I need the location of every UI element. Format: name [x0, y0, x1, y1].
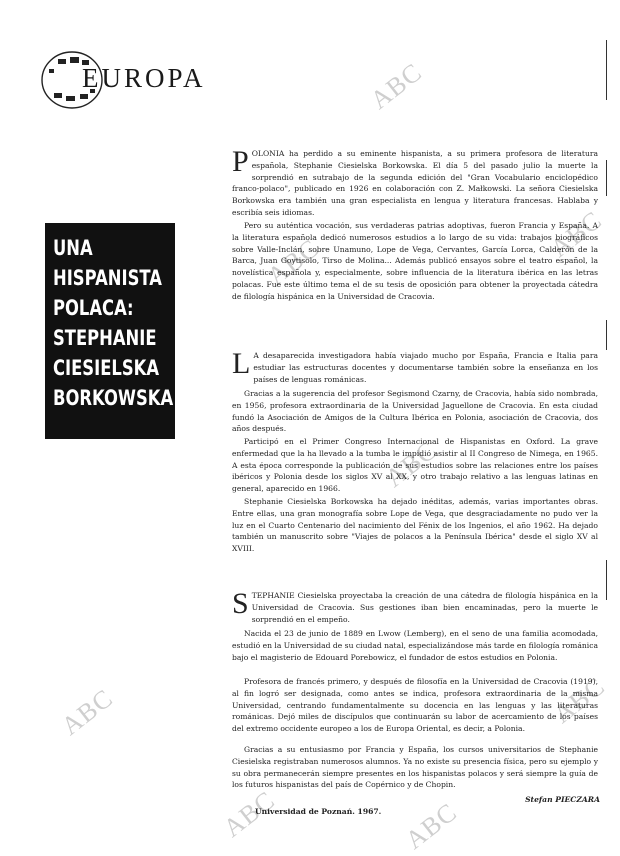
article-title-block: [45, 223, 175, 439]
watermark: ABC: [380, 435, 443, 493]
paragraph-text: Participó en el Primer Congreso Internacional de Hispanistas en Oxford. La grave enfermedad que la ha llevado a la tumba le impidió asistir al II Congreso de Nimega, en 1965. A esta época corresponde la publicación de sus estudios sobre las relaciones entre los países ibéricos y Polonia desde los siglos XV al XX, y otro trabajo relativo a las lenguas latinas en general, aparecido en 1966.: [232, 437, 598, 494]
section-header: [40, 45, 220, 115]
watermark: ABC: [262, 233, 325, 291]
page-edge-rule: [606, 320, 607, 350]
paragraph: [232, 347, 598, 385]
paragraph: [232, 145, 598, 219]
section-title: EUROPA: [82, 63, 206, 93]
paragraph: [232, 220, 598, 303]
page-edge-rule: [606, 160, 607, 196]
paragraph-text: Profesora de francés primero, y después de filosofía en la Universidad de Cracovia (1919), al fin logró ser designada, como antes se indica, profesora extraordinaria de la misma Universidad, centrando fundamentalmente su docencia en las lenguas y las literaturas románicas. Dejó miles de discípulos que continuarán su labor de acercamiento de los países del extremo occidente europeo a los de Europa Oriental, es decir, a Polonia.: [232, 677, 598, 734]
author-signature: Stefan PIECZARA: [525, 795, 600, 804]
paragraph-text: Gracias a su entusiasmo por Francia y España, los cursos universitarios de Stephanie Ciesielska registraban numerosos alumnos. Ya no existe su presencia física, pero su ejemplo y su obra permanecerán siempre presentes en los hispanistas polacos y será siempre la guía de los futuros hispanistas del país de Copérnico y de Chopin.: [232, 745, 598, 790]
paragraph: [232, 744, 598, 791]
title-line: UNA: [53, 236, 93, 260]
drop-cap: L: [232, 347, 251, 380]
paragraph-text: A desaparecida investigadora había viajado mucho por España, Francia e Italia para estudiar las estructuras docentes y documentarse también sobre la enseñanza en los países de lenguas románicas.: [253, 351, 598, 384]
title-line: HISPANISTA: [53, 266, 162, 290]
title-line: POLACA:: [53, 296, 134, 320]
watermark: ABC: [545, 205, 608, 263]
paragraph: [232, 676, 598, 735]
paragraph: [232, 587, 598, 625]
page-edge-rule: [606, 560, 607, 600]
title-line: BORKOWSKA: [53, 386, 174, 410]
paragraph: [232, 388, 598, 435]
drop-cap: P: [232, 145, 249, 178]
paragraph-text: TEPHANIE Ciesielska proyectaba la creación de una cátedra de filología hispánica en la Universidad de Cracovia. Sus gestiones iban bien encaminadas, pero la muerte le sorprendió en el empeño.: [251, 591, 598, 624]
paragraph: [232, 496, 598, 555]
paragraph-text: OLONIA ha perdido a su eminente hispanista, a su primera profesora de literatura española, Stephanie Ciesielska Borkowska. El día 5 del pasado julio la muerte la sorprendió en sutrabajo de la segunda edición del "Gran Vocabulario enciclopédico franco-polaco", publicado en 1926 en colaboración con Z. Małkowski. La señora Ciesielska Borkowska era también una gran especialista en lengua y literatura francesas. Hablaba y escribía seis idiomas.: [232, 149, 598, 217]
paragraph-text: Stephanie Ciesielska Borkowska ha dejado inéditas, además, varias importantes obras. Entre ellas, una gran monografía sobre Lope de Vega, que desgraciadamente no pudo ver la luz en el Cuarto Centenario del nacimiento del Fénix de los Ingenios, el año 1962. Ha dejado también un manuscrito sobre "Viajes de polacos a la Península Ibérica" desde el siglo XV al XVIII.: [232, 497, 598, 554]
paragraph-text: Nacida el 23 de junio de 1889 en Lwow (Lemberg), en el seno de una familia acomodada, estudió en la Universidad de su ciudad natal, especializándose más tarde en filología románica bajo el magisterio de Edouard Porebowicz, el fundador de estos estudios en Polonia.: [232, 629, 598, 662]
paragraph: [232, 628, 598, 663]
watermark: ABC: [400, 797, 463, 855]
dateline: Universidad de Poznań. 1967.: [255, 807, 382, 816]
watermark: ABC: [548, 671, 611, 729]
watermark: ABC: [218, 785, 281, 843]
page-edge-rule: [606, 40, 607, 100]
watermark: ABC: [56, 683, 119, 741]
title-line: CIESIELSKA: [53, 356, 159, 380]
paragraph: [232, 436, 598, 495]
paragraph-text: Pero su auténtica vocación, sus verdaderas patrias adoptivas, fueron Francia y España. A la literatura española dedicó numerosos estudios a lo largo de su vida: trabajos biográficos sobre Valle-Inclán, sobre Unamuno, Lope de Vega, Cervantes, García Lorca, Calderón de la Barca, Juan Goytisolo, Tirso de Molina... Además publicó ensayos sobre el teatro español, la novelística española y, especialmente, sobre influencia de la literatura ibérica en las letras polacas. Fue este último tema el de su tesis de oposición para obtener la proyectada cátedra de filología hispánica en la Universidad de Cracovia.: [232, 221, 598, 301]
watermark: ABC: [365, 57, 428, 115]
paragraph-text: Gracias a la sugerencia del profesor Segismond Czarny, de Cracovia, había sido nombrada, en 1956, profesora extraordinaria de la Universidad Jaguellone de Cracovia. En esta ciudad fundó la Asociación de Amigos de la Cultura Ibérica en Polonia, asociación de Cracovia, dos años después.: [232, 389, 598, 434]
title-line: STEPHANIE: [53, 326, 157, 350]
drop-cap: S: [232, 587, 249, 620]
